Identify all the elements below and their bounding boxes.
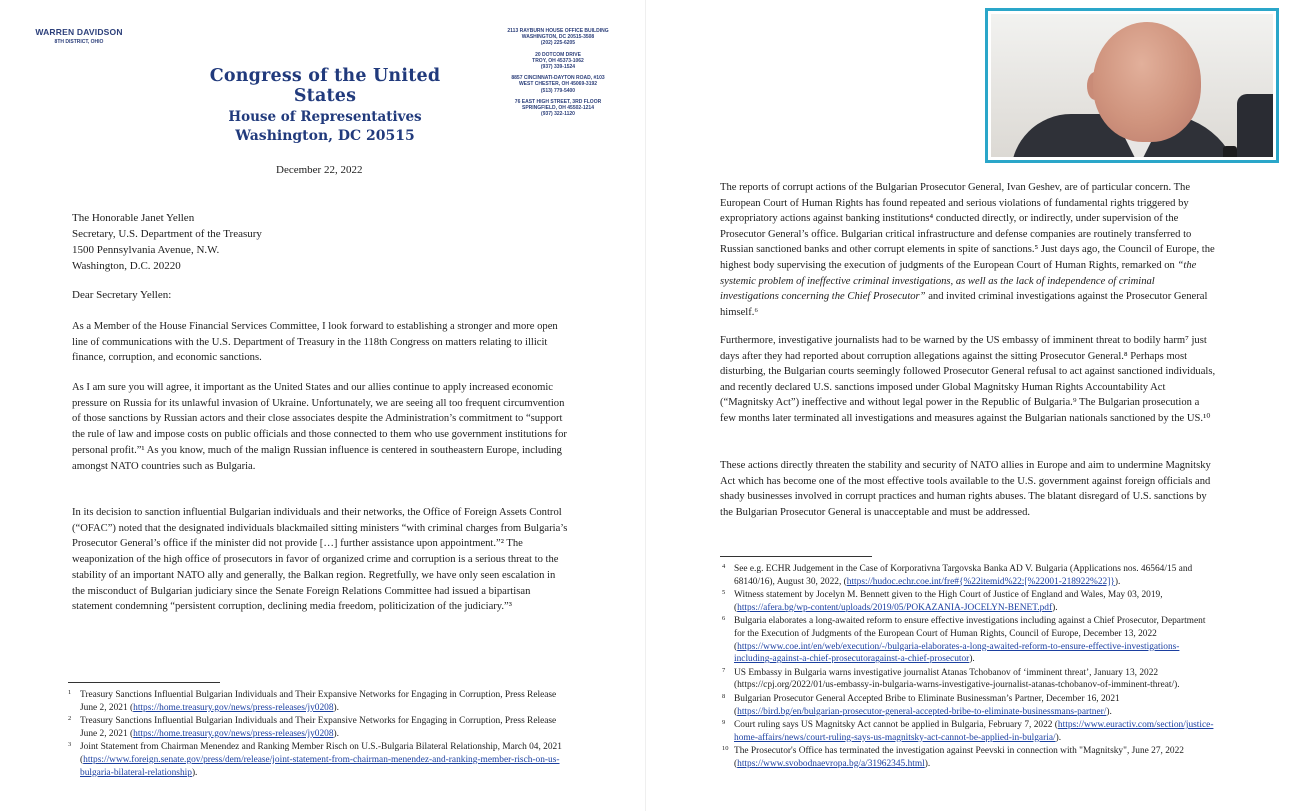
footnote (722, 693, 1216, 718)
address-line: The Honorable Janet Yellen (72, 212, 195, 224)
recipient-address (72, 210, 262, 274)
office-line: SPRINGFIELD, OH 45502-1214 (522, 105, 594, 112)
microphone-icon (1223, 146, 1237, 157)
footnote-number: 8 (722, 692, 726, 700)
footnote-tail: ). (1055, 732, 1062, 743)
footnote-link[interactable]: https://afera.bg/wp-content/uploads/2019/05/POKAZANIA-JOCELYN-BENET.pdf (737, 602, 1053, 613)
portrait-photo (991, 14, 1273, 157)
footnote (722, 745, 1216, 770)
footnote-link[interactable]: https://www.euractiv.com/section/justice-home-affairs/news/court-ruling-says-us-magnitsky-act-cannot-be-applied-in-bulgaria/ (734, 720, 1214, 743)
footnote (68, 715, 568, 740)
footnote-tail: ). (1114, 576, 1121, 587)
office-address (494, 75, 622, 94)
footnote-tail: ). (924, 758, 931, 769)
office-address (494, 99, 622, 118)
footnote-text: Bulgaria elaborates a long-awaited reform to ensure effective investigations including against a Chief Prosecutor, Department for the Execution of Judgments of the European Court of Human Rights, Council of Europe, December 13, 2022 ( (734, 616, 1206, 652)
footnote-text: The Prosecutor's Office has terminated the investigation against Peevski in connection with "Magnitsky", June 27, 2022 ( (734, 746, 1184, 769)
footnote (722, 719, 1216, 744)
body-paragraph: In its decision to sanction influential Bulgarian individuals and their networks, the Office of Foreign Assets Control (“OFAC”) noted that the designated individuals blackmailed sitting ministers “with criminal charges from Bulgaria’s Prosecutor General’s office if the minister did not provide […] further assistance upon appointment.”² The weaponization of the high office of prosecutors in favor of organized crime and corruption is a serious threat to the stability of an important NATO ally and generally, the Balkan region. Regretfully, we have only seen escalation in the misconduct of Bulgarian judiciary since the Senate Foreign Relations Committee had issued a bipartisan statement condemning “persistent corruption, declining media freedom, politicization of the judiciary.”³ (72, 507, 568, 613)
footnote-link[interactable]: https://bird.bg/en/bulgarian-prosecutor-general-accepted-bribe-to-eliminate-businessmans-partner/ (737, 706, 1107, 717)
footnote-number: 10 (722, 745, 729, 753)
footnote-tail: ). (1052, 602, 1058, 613)
office-line: 2113 RAYBURN HOUSE OFFICE BUILDING (507, 28, 609, 34)
office-line: WASHINGTON, DC 20515-3508 (521, 34, 595, 41)
masthead-house: House of Representatives (228, 109, 422, 125)
footnote-link[interactable]: https://hudoc.echr.coe.int/fre#{%22itemid%22:[%22001-218922%22]} (846, 576, 1115, 587)
office-addresses (494, 28, 622, 122)
footnote-tail: ). (191, 767, 198, 778)
representative-district: 8TH DISTRICT, OHIO (54, 39, 104, 45)
footnote-tail: ). (333, 728, 339, 739)
footnote-number: 7 (722, 666, 726, 674)
office-line: WEST CHESTER, OH 45069-3192 (518, 81, 598, 88)
office-line: 8857 CINCINNATI-DAYTON ROAD, #103 (511, 75, 605, 82)
footnote (722, 589, 1216, 614)
office-line: 20 DOTCOM DRIVE (535, 51, 581, 58)
body-paragraph: These actions directly threaten the stability and security of NATO allies in Europe and aim to undermine Magnitsky Act which has become one of the most effective tools available to the U.S. government against foreign officials and shady businesses involved in corrupt practices and human rights abuses. The blatant disregard of U.S. sanctions by the Bulgarian Prosecutor General is unacceptable and must be addressed. (720, 460, 1211, 518)
footnote-text: Court ruling says US Magnitsky Act cannot be applied in Bulgaria, February 7, 2022 ( (734, 720, 1058, 731)
address-line: Washington, D.C. 20220 (72, 260, 181, 272)
body-paragraph: Furthermore, investigative journalists had to be warned by the US embassy of imminent threat to bodily harm⁷ just days after they had reported about corruption allegations against the sitting Prosecutor General.⁸ Perhaps most disturbing, the Bulgarian courts seemingly followed Prosecutor General refusal to act against sanctioned individuals, and recently declared U.S. sanctions imposed under Global Magnitsky Human Rights Accountability Act (“Magnitsky Act”) ineffective and without legal power in the Republic of Bulgaria.⁹ The Bulgarian prosecution a few months later terminated all investigations and measures against the Bulgarian nationals sanctioned by the US.¹⁰ (720, 335, 1216, 424)
footnote-divider (720, 556, 872, 557)
footnote (722, 615, 1216, 665)
footnote-number: 9 (722, 719, 726, 727)
paragraph-text: and invited criminal investigations against the Prosecutor General himself.⁶ (720, 291, 1208, 318)
portrait-photo-frame (985, 8, 1279, 163)
footnote-link[interactable]: https://www.coe.int/en/web/execution/-/bulgaria-elaborates-a-long-awaited-reform-to-ensure-effective-investigations-including-against-a-chief-prosecutoragainst-a-chief-prosecutor (734, 641, 1180, 665)
footnote (68, 689, 568, 714)
footnote-text: Bulgarian Prosecutor General Accepted Bribe to Eliminate Businessman’s Partner, December 16, 2021 ( (734, 693, 1120, 717)
footnotes (68, 689, 568, 780)
address-line: Secretary, U.S. Department of the Treasury (72, 228, 262, 240)
footnote-number: 5 (722, 589, 726, 597)
paragraph-quote: “the systemic problem of ineffective criminal investigations, as well as the lack of independence of criminal investigations concerning the Chief Prosecutor” (720, 259, 1197, 303)
representative-block (24, 27, 134, 45)
letter-page-2 (645, 0, 1290, 811)
body-paragraph: As a Member of the House Financial Services Committee, I look forward to establishing a stronger and more open line of communications with the U.S. Department of Treasury in the 118th Congress on matters relating to illicit finance, corruption, and economic sanctions. (72, 321, 558, 364)
body-paragraph: As I am sure you will agree, it important as the United States and our allies continue to apply increased economic pressure on Russia for its unlawful invasion of Ukraine. Unfortunately, we are seeing all too frequent circumvention of those sanctions by Russian actors and their close associates despite the Administration’s commitment to “support the rule of law and impose costs on public officials and those connected to them who use government institutions for personal profit.”¹ As you know, much of the malign Russian influence is centered in southeastern Europe, including amongst NATO countries such as Bulgaria. (72, 382, 567, 472)
footnote-link[interactable]: https://www.foreign.senate.gov/press/dem/release/joint-statement-from-chairman-menendez-and-ranking-member-risch-on-us-bulgaria-bilateral-relationship (80, 754, 560, 778)
office-address (494, 52, 622, 71)
letterhead-masthead (180, 66, 470, 144)
masthead-city: Washington, DC 20515 (235, 128, 415, 144)
address-line: 1500 Pennsylvania Avenue, N.W. (72, 244, 220, 256)
footnote-number: 2 (68, 715, 72, 723)
footnote-tail: ). (969, 654, 975, 665)
footnote (722, 667, 1216, 692)
footnote-link[interactable]: https://www.svobodnaevropa.bg/a/31962345.html (737, 758, 925, 769)
office-line: (513) 779-5400 (540, 87, 576, 94)
photo-background-figure (1237, 94, 1273, 157)
footnote-divider (68, 682, 220, 683)
letter-date: December 22, 2022 (276, 164, 363, 176)
paragraph-text: The reports of corrupt actions of the Bulgarian Prosecutor General, Ivan Geshev, are of particular concern. The European Court of Human Rights has found repeated and serious violations of fundamental rights triggered by expropriatory actions against banking institutions⁴ conducted directly, or indirectly, under supervision of the Prosecutor General’s office. Bulgarian critical infrastructure and defense companies are routinely transferred to Russian sanctioned banks and other corrupt elements in spite of sanctions.⁵ Just days ago, the Council of Europe, the highest body supervising the execution of judgments of the European Court of Human Rights, remarked on (720, 182, 1215, 271)
office-line: (202) 225-6205 (540, 40, 576, 47)
footnote-link[interactable]: https://home.treasury.gov/news/press-releases/jy0208 (133, 702, 334, 713)
office-line: (937) 322-1120 (541, 111, 575, 118)
office-address (494, 28, 622, 47)
footnote-tail: ). (333, 702, 339, 713)
footnote-tail: ). (1106, 706, 1112, 717)
footnote-text: See e.g. ECHR Judgement in the Case of Korporativna Targovska Banka AD V. Bulgaria (Applications nos. 46564/15 and 68140/16), August 30, 2022, ( (734, 564, 1193, 587)
representative-name: WARREN DAVIDSON (35, 27, 123, 37)
photo-head (1093, 22, 1201, 142)
office-line: 76 EAST HIGH STREET, 3RD FLOOR (514, 98, 602, 105)
footnote-number: 3 (68, 741, 72, 749)
office-line: (937) 339-1524 (540, 64, 576, 71)
footnote-text: Witness statement by Jocelyn M. Bennett given to the High Court of Justice of England and Wales, May 03, 2019, ( (734, 590, 1163, 613)
footnote-number: 1 (68, 689, 72, 696)
footnote-number: 6 (722, 615, 726, 623)
footnote-text: Treasury Sanctions Influential Bulgarian Individuals and Their Expansive Networks for Engaging in Corruption, Press Release June 2, 2021 ( (80, 716, 557, 739)
office-line: TROY, OH 45373-1062 (532, 57, 584, 64)
footnote-text: Joint Statement from Chairman Menendez and Ranking Member Risch on U.S.-Bulgaria Bilateral Relationship, March 04, 2021 ( (80, 742, 562, 765)
masthead-congress: Congress of the United States (209, 66, 441, 106)
footnote (722, 563, 1216, 588)
salutation: Dear Secretary Yellen: (72, 289, 172, 301)
body-paragraph (720, 180, 1216, 320)
footnote-text: US Embassy in Bulgaria warns investigative journalist Atanas Tchobanov of ‘imminent threat’, January 13, 2022 (https://cpj.org/2022/01/us-embassy-in-bulgaria-warns-investigative-journalist-atanas-tchobanov-of-imminent-threat/). (734, 667, 1180, 691)
footnote-number: 4 (722, 563, 726, 570)
footnote-text: Treasury Sanctions Influential Bulgarian Individuals and Their Expansive Networks for Engaging in Corruption, Press Release June 2, 2021 ( (80, 690, 557, 713)
footnote (68, 741, 568, 779)
footnote-link[interactable]: https://home.treasury.gov/news/press-releases/jy0208 (133, 728, 334, 739)
footnotes (722, 563, 1216, 772)
